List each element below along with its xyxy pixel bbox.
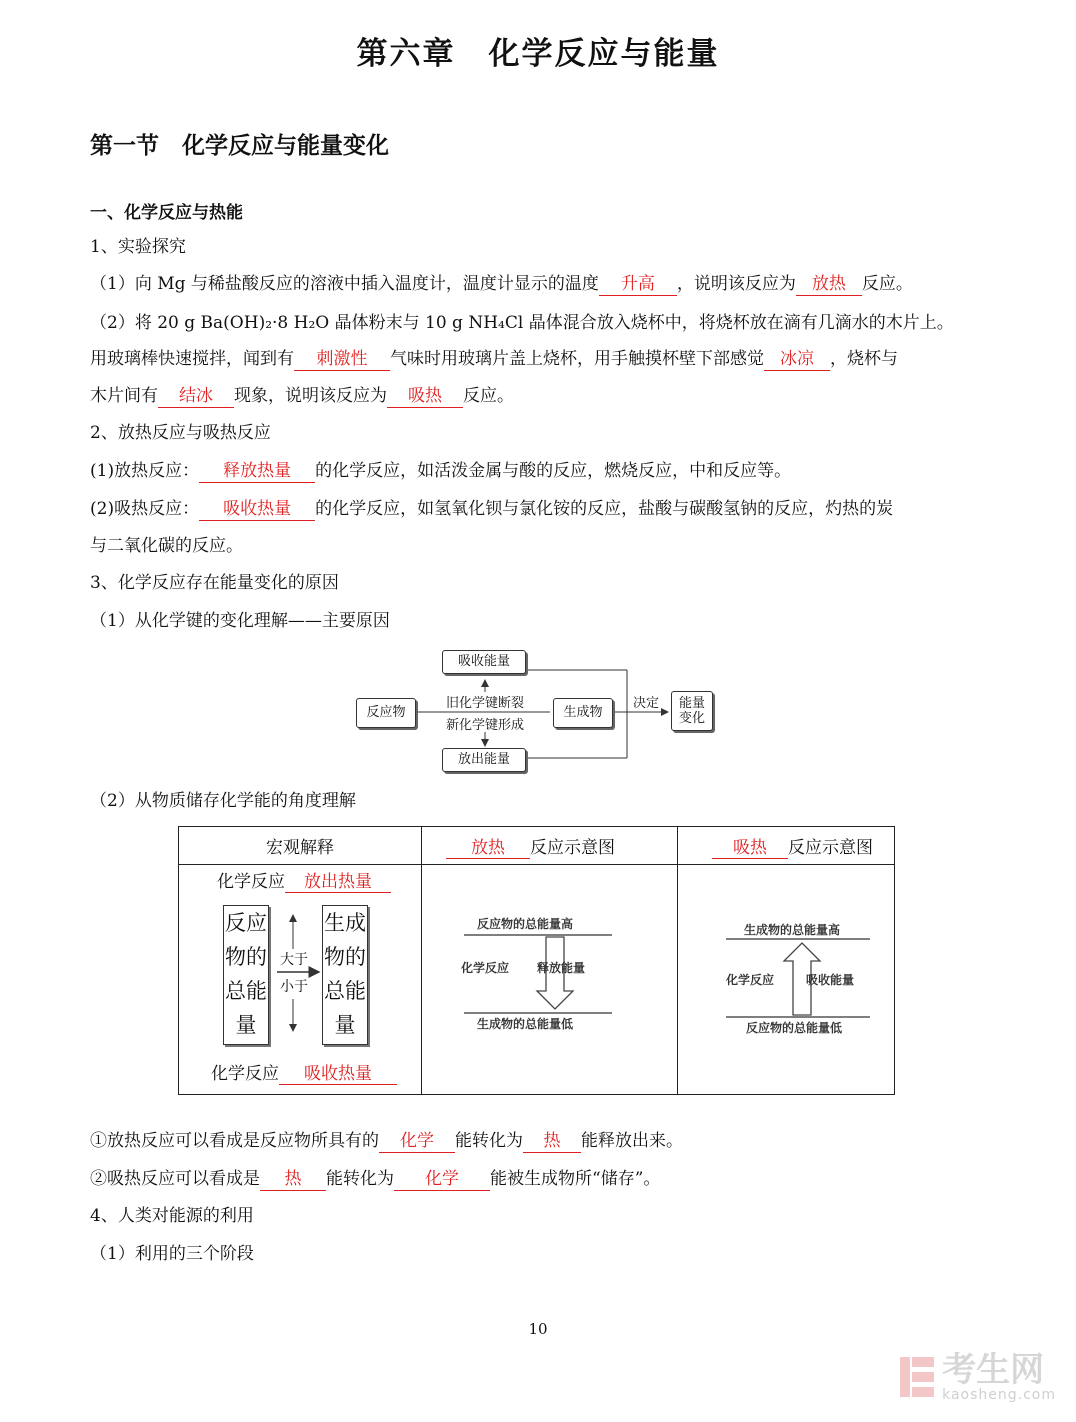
subsection-title: 一、化学反应与热能 (90, 203, 243, 223)
paragraph-baoh2: （2）将 20 g Ba(OH)₂·8 H₂O 晶体粉末与 10 g NH₄Cl 晶体混合放入烧杯中，将烧杯放在滴有几滴水的木片上。 (90, 313, 954, 333)
endo-diagram-cell (678, 865, 895, 1095)
heading-experiment: 1、实验探究 (90, 237, 186, 257)
paragraph-endo-cont: 与二氧化碳的反应。 (90, 536, 243, 556)
blank-answer: 化学 (394, 1168, 490, 1191)
paragraph-baoh2-end: 木片间有 结冰 现象，说明该反应为 吸热 反应。 (90, 386, 514, 406)
blank-answer: 释放热量 (199, 460, 315, 483)
conversion-endo: ②吸热反应可以看成是 热 能转化为 化学 能被生成物所“储存”。 (90, 1169, 661, 1189)
greater-label: 大于 (280, 952, 308, 968)
new-bond-form-label: 新化学键形成 (446, 718, 525, 733)
paragraph-baoh2-cont: 用玻璃棒快速搅拌，闻到有 刺激性 气味时用玻璃片盖上烧杯，用手触摸杯壁下部感觉 冰凉 ，烧杯与 (90, 349, 898, 369)
endo-right-label: 吸收能量 (806, 973, 855, 987)
macro-cell: 化学反应 放出热量 反应 物的 总能 量 大于 小于 生成 物的 总能 量 化学反应 吸收热量 (179, 865, 422, 1095)
blank-answer: 热 (260, 1168, 326, 1191)
blank-answer: 结冰 (158, 385, 234, 408)
table-header-endo: 吸热 反应示意图 (678, 827, 895, 865)
blank-answer: 放热 (796, 273, 862, 296)
table-header-macro: 宏观解释 (179, 827, 422, 865)
absorb-energy-box: 吸收能量 (442, 650, 526, 674)
blank-answer: 吸收热量 (199, 498, 315, 521)
old-bond-break-label: 旧化学键断裂 (446, 696, 525, 711)
endo-bottom-label: 反应物的总能量低 (746, 1021, 843, 1035)
product-box: 生成物 (553, 698, 613, 728)
endo-top-label: 生成物的总能量高 (744, 923, 841, 937)
blank-answer: 放出热量 (285, 867, 391, 893)
product-energy-box: 生成 物的 总能 量 (322, 905, 368, 1045)
blank-answer: 刺激性 (294, 348, 390, 371)
paragraph-endo: (2)吸热反应： 吸收热量 的化学反应，如氢氧化钡与氯化铵的反应，盐酸与碳酸氢钠的反应，灼热的炭 (90, 499, 894, 519)
blank-answer: 热 (523, 1130, 581, 1153)
exo-right-label: 释放能量 (537, 961, 586, 975)
chapter-title: 第六章 化学反应与能量 (356, 36, 720, 72)
energy-change-box: 能量 变化 (671, 691, 713, 731)
page-number: 10 (528, 1320, 548, 1338)
exo-diagram-cell (422, 865, 678, 1095)
heading-energy-use: 4、人类对能源的利用 (90, 1206, 254, 1226)
less-label: 小于 (280, 979, 308, 995)
blank-answer: 升高 (599, 273, 677, 296)
blank-answer: 化学 (379, 1130, 455, 1153)
blank-answer: 冰凉 (764, 348, 830, 371)
blank-answer: 吸收热量 (279, 1059, 397, 1085)
blank-answer: 吸热 (387, 385, 463, 408)
section-title: 第一节 化学反应与能量变化 (90, 133, 389, 159)
paragraph-exo: (1)放热反应： 释放热量 的化学反应，如活泼金属与酸的反应，燃烧反应，中和反应等。 (90, 461, 792, 481)
table-header-exo: 放热 反应示意图 (422, 827, 678, 865)
release-energy-box: 放出能量 (442, 748, 526, 772)
paragraph-mg: （1）向 Mg 与稀盐酸反应的溶液中插入温度计，温度计显示的温度 升高 ，说明该反应为 放热 反应。 (90, 274, 913, 294)
exo-bottom-label: 生成物的总能量低 (477, 1017, 574, 1031)
watermark: 考生网 kaosheng.com (898, 1352, 1056, 1402)
item-storage: （2）从物质储存化学能的角度理解 (90, 791, 356, 811)
item-bond-change: （1）从化学键的变化理解——主要原因 (90, 611, 390, 631)
item-three-stages: （1）利用的三个阶段 (90, 1244, 254, 1264)
energy-table (178, 826, 895, 1095)
conversion-exo: ①放热反应可以看成是反应物所具有的 化学 能转化为 热 能释放出来。 (90, 1131, 683, 1151)
reactant-box: 反应物 (356, 698, 416, 728)
endo-left-label: 化学反应 (726, 973, 775, 987)
exo-left-label: 化学反应 (461, 961, 510, 975)
heading-exo-endo: 2、放热反应与吸热反应 (90, 423, 271, 443)
exo-top-label: 反应物的总能量高 (477, 917, 574, 931)
decide-label: 决定 (633, 696, 660, 711)
reactant-energy-box: 反应 物的 总能 量 (223, 905, 269, 1045)
kaosheng-logo-icon (898, 1355, 936, 1399)
heading-reason: 3、化学反应存在能量变化的原因 (90, 573, 339, 593)
compare-arrows (275, 909, 325, 1039)
